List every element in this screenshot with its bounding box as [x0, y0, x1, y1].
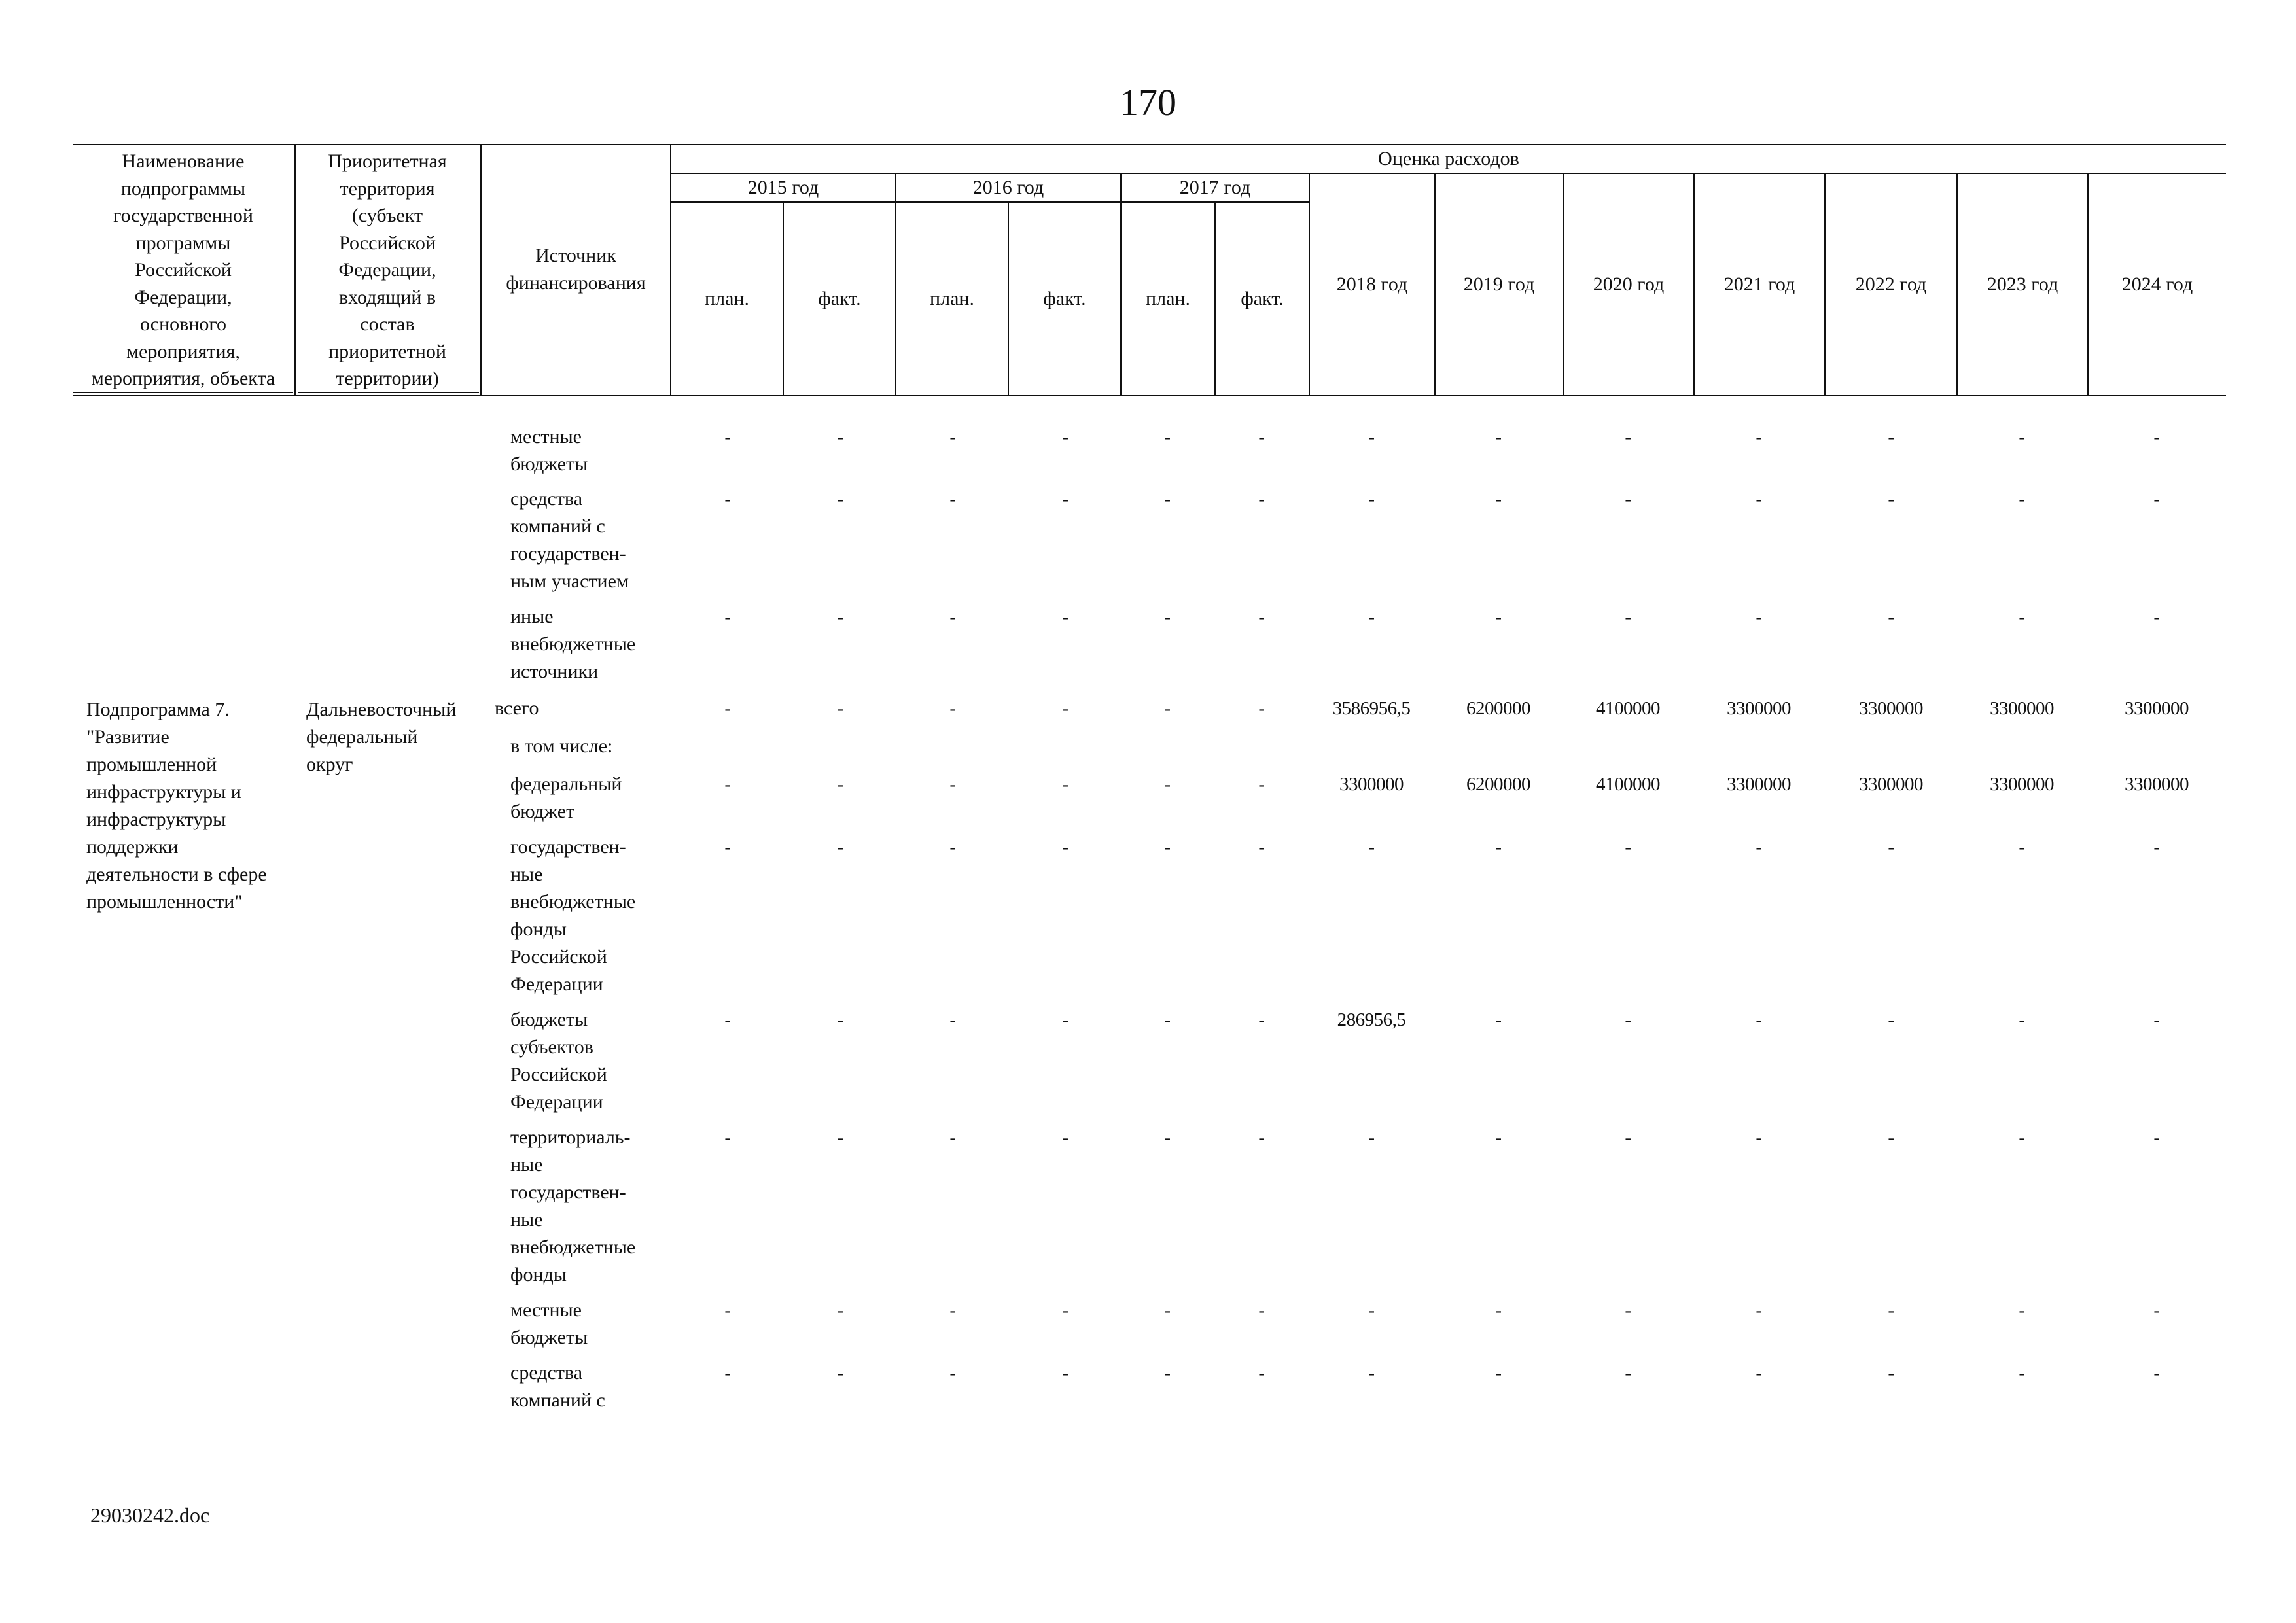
funding-source: средства компаний с	[510, 1362, 605, 1411]
table-cell: -	[2153, 427, 2160, 447]
table-cell: -	[1062, 1127, 1069, 1148]
table-cell: -	[1888, 489, 1894, 510]
funding-source: государствен- ные внебюджетные фонды Российской Федерации	[510, 836, 636, 995]
table-cell: -	[724, 489, 731, 510]
table-cell: -	[724, 698, 731, 719]
table-cell: 6200000	[1466, 774, 1530, 795]
table-cell: -	[1164, 837, 1171, 858]
table-cell: -	[1258, 1009, 1265, 1030]
table-cell: -	[2153, 1127, 2160, 1148]
table-cell: -	[1164, 774, 1171, 795]
header-year-2023: 2023 год	[1987, 273, 2058, 295]
table-cell: -	[1164, 1009, 1171, 1030]
table-cell: -	[1164, 1300, 1171, 1321]
table-cell: 3300000	[2125, 698, 2189, 719]
table-cell: -	[1495, 489, 1502, 510]
table-cell: 3300000	[1727, 698, 1791, 719]
table-cell: -	[1756, 489, 1762, 510]
table-cell: -	[1062, 698, 1069, 719]
table-cell: -	[1888, 1363, 1894, 1384]
table-cell: -	[837, 698, 843, 719]
table-cell: 4100000	[1596, 774, 1660, 795]
table-cell: -	[2153, 489, 2160, 510]
table-cell: -	[1258, 427, 1265, 447]
header-year-2019: 2019 год	[1463, 273, 1535, 295]
table-cell: -	[1888, 427, 1894, 447]
table-cell: -	[724, 1127, 731, 1148]
table-cell: -	[1756, 1009, 1762, 1030]
table-cell: -	[837, 606, 843, 627]
table-cell: -	[1258, 698, 1265, 719]
table-cell: -	[1756, 1363, 1762, 1384]
funding-source: всего	[495, 697, 539, 719]
table-cell: -	[1756, 837, 1762, 858]
table-cell: -	[1164, 698, 1171, 719]
table-cell: -	[1625, 1009, 1631, 1030]
table-cell: -	[2019, 1009, 2025, 1030]
table-cell: -	[724, 1009, 731, 1030]
table-cell: -	[1625, 1127, 1631, 1148]
table-cell: -	[1625, 427, 1631, 447]
table-cell: 286956,5	[1337, 1009, 1406, 1030]
funding-source: территориаль- ные государствен- ные внебюджетные фонды	[510, 1126, 636, 1285]
table-cell: -	[837, 1127, 843, 1148]
table-cell: -	[1495, 1363, 1502, 1384]
table-cell: -	[1062, 427, 1069, 447]
table-cell: -	[949, 606, 956, 627]
table-cell: 3300000	[2125, 774, 2189, 795]
table-cell: 3300000	[1859, 774, 1923, 795]
table-cell: -	[949, 1009, 956, 1030]
table-cell: -	[724, 1300, 731, 1321]
table-cell: -	[2019, 489, 2025, 510]
table-cell: -	[837, 427, 843, 447]
header-name-column: Наименование подпрограммы государственной программы Российской Федерации, основного мероприятия, мероприятия, объекта	[91, 150, 275, 389]
table-cell: -	[1164, 1127, 1171, 1148]
header-source-column: Источник финансирования	[506, 245, 646, 294]
table-cell: -	[1258, 1363, 1265, 1384]
header-year-2017: 2017 год	[1179, 177, 1251, 198]
program-territory: Дальневосточный федеральный округ	[306, 699, 457, 775]
program-name: Подпрограмма 7. "Развитие промышленной инфраструктуры и инфраструктуры поддержки деятельности в сфере промышленности"	[86, 699, 267, 913]
table-cell: 3300000	[1990, 698, 2054, 719]
table-cell: -	[837, 774, 843, 795]
table-cell: -	[724, 427, 731, 447]
table-cell: -	[1258, 774, 1265, 795]
table-cell: -	[1756, 1300, 1762, 1321]
table-cell: -	[1495, 1127, 1502, 1148]
header-fact-2017: факт.	[1241, 288, 1284, 309]
table-cell: -	[949, 1300, 956, 1321]
table-cell: -	[2153, 1363, 2160, 1384]
table-cell: -	[1368, 427, 1375, 447]
table-cell: -	[1062, 1009, 1069, 1030]
table-cell: -	[837, 1363, 843, 1384]
table-cell: -	[1258, 1300, 1265, 1321]
table-cell: -	[949, 489, 956, 510]
table-cell: -	[1625, 489, 1631, 510]
table-cell: -	[949, 837, 956, 858]
table-cell: -	[2019, 1363, 2025, 1384]
header-plan-2017: план.	[1146, 288, 1190, 309]
table-cell: -	[1888, 837, 1894, 858]
table-cell: -	[2153, 1300, 2160, 1321]
table-cell: -	[1062, 489, 1069, 510]
page-number: 170	[1120, 81, 1176, 124]
header-bottom-line	[73, 395, 2226, 396]
table-cell: 3300000	[1859, 698, 1923, 719]
table-cell: -	[1164, 427, 1171, 447]
table-cell: -	[1495, 1300, 1502, 1321]
table-cell: -	[1888, 606, 1894, 627]
table-cell: 4100000	[1596, 698, 1660, 719]
table-cell: -	[949, 427, 956, 447]
table-cell: -	[837, 1300, 843, 1321]
table-cell: -	[1495, 606, 1502, 627]
header-year-2022: 2022 год	[1855, 273, 1927, 295]
table-cell: -	[1625, 1363, 1631, 1384]
table-cell: 3300000	[1339, 774, 1404, 795]
header-year-2016: 2016 год	[972, 177, 1044, 198]
table-cell: -	[2019, 837, 2025, 858]
table-cell: -	[724, 606, 731, 627]
table-cell: -	[1164, 1363, 1171, 1384]
funding-source: местные бюджеты	[510, 1299, 588, 1348]
header-year-2020: 2020 год	[1593, 273, 1665, 295]
header-year-2021: 2021 год	[1723, 273, 1795, 295]
table-cell: -	[1625, 837, 1631, 858]
header-territory-column: Приоритетная территория (субъект Российской Федерации, входящий в состав приоритетной территории)	[328, 150, 447, 389]
table-cell: -	[2019, 1300, 2025, 1321]
table-cell: -	[1258, 606, 1265, 627]
table-cell: -	[1888, 1009, 1894, 1030]
funding-source: федеральный бюджет	[510, 773, 622, 822]
table-cell: -	[724, 1363, 731, 1384]
table-cell: -	[1495, 427, 1502, 447]
header-divider	[294, 144, 296, 395]
table-cell: -	[837, 1009, 843, 1030]
header-year-2015: 2015 год	[747, 177, 819, 198]
table-cell: -	[2153, 837, 2160, 858]
table-cell: -	[1368, 1363, 1375, 1384]
funding-source: бюджеты субъектов Российской Федерации	[510, 1009, 607, 1113]
table-cell: -	[1062, 837, 1069, 858]
table-cell: -	[1368, 489, 1375, 510]
table-cell: -	[1368, 606, 1375, 627]
table-cell: -	[1258, 489, 1265, 510]
table-cell: -	[1756, 427, 1762, 447]
header-fact-2015: факт.	[818, 288, 861, 309]
table-cell: -	[1258, 1127, 1265, 1148]
table-cell: -	[1495, 837, 1502, 858]
table-cell: 3586956,5	[1332, 698, 1411, 719]
table-cell: -	[1625, 1300, 1631, 1321]
funding-source: средства компаний с государствен- ным участием	[510, 488, 629, 592]
table-cell: -	[1368, 1300, 1375, 1321]
table-cell: -	[1164, 606, 1171, 627]
table-cell: -	[1625, 606, 1631, 627]
table-cell: -	[949, 698, 956, 719]
header-plan-2015: план.	[705, 288, 749, 309]
table-cell: -	[949, 1127, 956, 1148]
table-cell: -	[724, 837, 731, 858]
header-plan-2016: план.	[930, 288, 974, 309]
table-cell: -	[724, 774, 731, 795]
header-year-2018: 2018 год	[1336, 273, 1408, 295]
table-cell: -	[2019, 427, 2025, 447]
table-cell: -	[1258, 837, 1265, 858]
table-cell: -	[837, 837, 843, 858]
table-cell: -	[1062, 1363, 1069, 1384]
funding-source: местные бюджеты	[510, 426, 588, 475]
table-cell: 3300000	[1990, 774, 2054, 795]
table-cell: -	[1756, 606, 1762, 627]
table-cell: -	[1888, 1127, 1894, 1148]
header-year-2024: 2024 год	[2121, 273, 2193, 295]
table-cell: 3300000	[1727, 774, 1791, 795]
table-cell: -	[2019, 1127, 2025, 1148]
funding-source: в том числе:	[510, 735, 613, 757]
header-fact-2016: факт.	[1043, 288, 1086, 309]
table-cell: -	[1368, 1127, 1375, 1148]
table-cell: -	[1062, 1300, 1069, 1321]
funding-source: иные внебюджетные источники	[510, 606, 636, 682]
table-cell: -	[2019, 606, 2025, 627]
table-cell: -	[1495, 1009, 1502, 1030]
table-cell: -	[1756, 1127, 1762, 1148]
header-expense-title: Оценка расходов	[1378, 148, 1519, 169]
table-cell: 6200000	[1466, 698, 1530, 719]
footer-filename: 29030242.doc	[90, 1503, 210, 1527]
table-cell: -	[1062, 774, 1069, 795]
table-cell: -	[1164, 489, 1171, 510]
table-cell: -	[2153, 1009, 2160, 1030]
table-cell: -	[949, 1363, 956, 1384]
table-cell: -	[949, 774, 956, 795]
table-cell: -	[1368, 837, 1375, 858]
table-cell: -	[837, 489, 843, 510]
table-cell: -	[2153, 606, 2160, 627]
table-cell: -	[1062, 606, 1069, 627]
table-cell: -	[1888, 1300, 1894, 1321]
